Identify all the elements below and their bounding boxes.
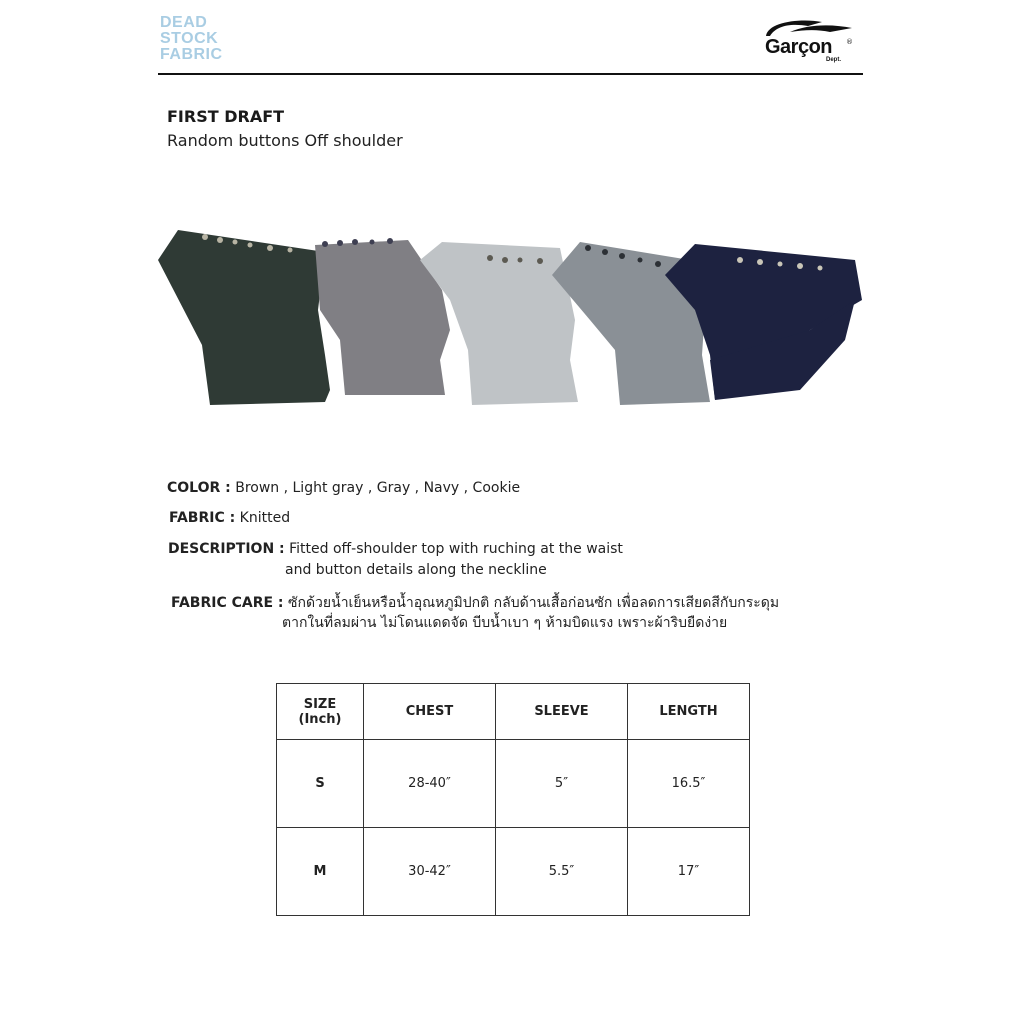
header-sleeve: SLEEVE xyxy=(496,684,628,740)
chest-cell: 30-42″ xyxy=(364,828,496,916)
spec-color xyxy=(167,480,520,496)
spec-description xyxy=(168,541,868,581)
spec-care-line2: ตากในที่ลมผ่าน ไม่โดนแดดจัด บีบน้ำเบา ๆ ห้ามบิดแรง เพราะผ้าริบยืดง่าย xyxy=(282,615,728,631)
spec-fabric xyxy=(169,510,290,526)
spec-color-value: Brown , Light gray , Gray , Navy , Cookie xyxy=(235,480,521,496)
header-chest: CHEST xyxy=(364,684,496,740)
logo-line-stock: STOCK xyxy=(160,30,219,47)
table-row xyxy=(277,828,750,916)
product-title: FIRST DRAFT xyxy=(167,107,285,126)
spec-care-line1: ซักด้วยน้ำเย็นหรือน้ำอุณหภูมิปกติ กลับด้านเสื้อก่อนซัก เพื่อลดการเสียดสีกับกระดุม xyxy=(287,595,780,611)
spec-color-label: COLOR : xyxy=(167,480,231,496)
size-cell: M xyxy=(277,828,364,916)
spec-fabric-care xyxy=(171,592,871,632)
table-row xyxy=(277,740,750,828)
spec-care-label: FABRIC CARE : xyxy=(171,595,284,611)
garcon-brand-text: Garçon xyxy=(765,36,833,58)
garcon-logo xyxy=(760,16,860,66)
spec-description-label: DESCRIPTION : xyxy=(168,541,285,557)
product-subtitle: Random buttons Off shoulder xyxy=(167,131,403,150)
logo-line-dead: DEAD xyxy=(160,14,208,31)
header-size-unit: (Inch) xyxy=(298,711,342,727)
dead-stock-fabric-logo xyxy=(160,15,223,63)
garment-lineup xyxy=(150,230,870,440)
header-length: LENGTH xyxy=(628,684,750,740)
spec-fabric-label: FABRIC : xyxy=(169,510,236,526)
spec-description-line2: and button details along the neckline xyxy=(285,562,547,578)
spec-fabric-value: Knitted xyxy=(239,510,291,526)
logo-line-fabric: FABRIC xyxy=(160,46,223,63)
size-table xyxy=(276,683,750,916)
size-table-header-row xyxy=(277,684,750,740)
size-cell: S xyxy=(277,740,364,828)
length-cell: 16.5″ xyxy=(628,740,750,828)
header-size xyxy=(277,684,364,740)
header-divider xyxy=(158,73,863,75)
registered-mark: ® xyxy=(846,38,853,46)
sleeve-cell: 5″ xyxy=(496,740,628,828)
dark-green-top xyxy=(158,230,330,405)
spec-description-line1: Fitted off-shoulder top with ruching at the waist xyxy=(289,541,623,557)
garcon-dept-text: Dept. xyxy=(826,57,841,63)
length-cell: 17″ xyxy=(628,828,750,916)
chest-cell: 28-40″ xyxy=(364,740,496,828)
header-size-label: SIZE xyxy=(303,696,337,712)
sleeve-cell: 5.5″ xyxy=(496,828,628,916)
